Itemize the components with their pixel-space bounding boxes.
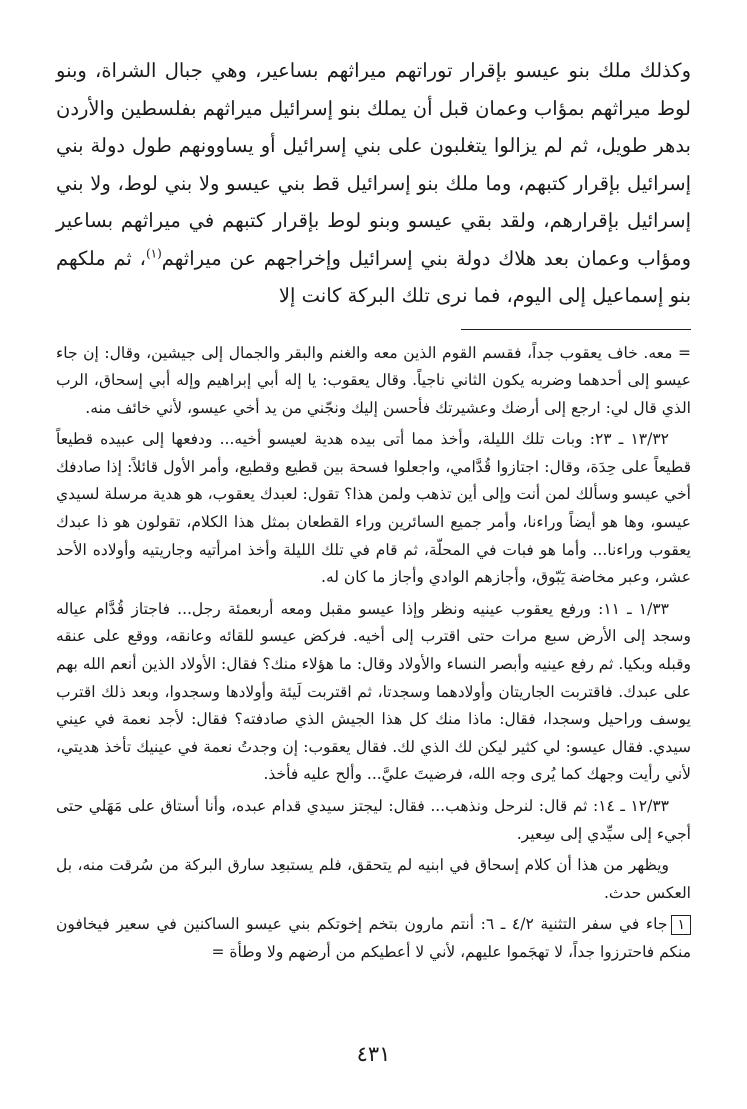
main-text-body: وكذلك ملك بنو عيسو بإقرار توراتهم ميراثهم بساعير، وهي جبال الشراة، وبنو لوط ميراثهم بمؤاب وعمان قبل أن يملك بنو إسرائيل ميراثهم بفلسطين والأردن بدهر طويل، ثم لم يزالوا يتغلبون على بني إسرائيل أو يساوونهم طول دولة بني إسرائيل بإقرار كتبهم، وما ملك بنو إسرائيل قط بني عيسو ولا بني لوط، ولا بني إسرائيل بإقرارهم، ولقد بقي عيسو وبنو لوط بإقرار كتبهم في ميراثهم بساعير ومؤاب وعمان بعد هلاك دولة بني إسرائيل وإخراجهم عن ميراثهم — [56, 59, 692, 270]
footnote-number-box: ١ — [671, 915, 691, 935]
footnote-reference: (١) — [145, 246, 162, 260]
page-number: ٤٣١ — [356, 1042, 391, 1066]
footnote-separator — [461, 329, 691, 330]
footnote-quote-33a: ١/٣٣ ـ ١١: ورفع يعقوب عينيه ونظر وإذا عيسو مقبل ومعه أربعمئة رجل... فاجتاز قُدَّام عياله وسجد إلى الأرض سبع مرات حتى اقترب إلى أخيه. فركض عيسو للقائه وعانقه، ووقع على عنقه وقبله وبكيا. ثم رفع عينيه وأبصر النساء والأولاد وقال: ما هؤلاء منك؟ فقال: الأولاد الذين أنعم الله بهم على عبدك. فاقتربت الجاريتان وأولادهما وسجدتا، ثم اقتربت لَيئة وأولادها وسجدوا، وبعد ذلك اقترب يوسف وراحيل وسجدا، فقال: ماذا منك كل هذا الجيش الذي صادفته؟ فقال: لأجد نعمة في عيني سيدي. فقال عيسو: لي كثير ليكن لك الذي لك. فقال يعقوب: إن وجدتُ نعمة في عينيك تأخذ هديتي، لأني رأيت وجهك كما يُرى وجه الله، فرضيتَ عليَّ... وألح عليه فأخذ. — [56, 599, 691, 784]
footnote-1-text: جاء في سفر التثنية ٤/٢ ـ ٦: أنتم مارون بتخم إخوتكم بني عيسو الساكنين في سعير فيخافون منكم فاحترزوا جداً، لا تهجَموا عليهم، لأني لا أعطيكم من أرضهم ولا وطأة = — [56, 915, 691, 961]
footnote-1 — [56, 911, 691, 966]
footnote-quote-32: ١٣/٣٢ ـ ٢٣: وبات تلك الليلة، وأخذ مما أتى بيده هدية لعيسو أخيه... ودفعها إلى عبيده قطيعاً قطيعاً على حِدَة، وقال: اجتازوا قُدَّامي، واجعلوا فسحة بين قطيع وقطيع، وأمر الأول قائلاً: إذا صادفك أخي عيسو وسألك لمن أنت وإلى أين تذهب ولمن هذا؟ تقول: لعبدك يعقوب، هو هدية مرسلة لسيدي عيسو، وها هو أيضاً وراءنا، وأمر جميع السائرين وراء القطعان بمثل هذا الكلام، تقولون هو ذا عبدك يعقوب وراءنا... وأما هو فبات في المحلّة، ثم قام في تلك الليلة وأخذ امرأتيه وجاريتيه وأولاده الأحد عشر، وعبر مخاضة يَبّوق، وأجازهم الوادي وأجاز ما كان له. — [56, 430, 691, 587]
footnotes-section — [56, 340, 691, 967]
footnote-continuation: = معه. خاف يعقوب جداً، فقسم القوم الذين معه والغنم والبقر والجمال إلى جيشين، وقال: إن جاء عيسو إلى أحدهما وضربه يكون الثاني ناجياً. وقال يعقوب: يا إله أبي إبراهيم وإله أبي إسحاق، الرب الذي قال لي: ارجع إلى أرضك وعشيرتك فأحسن إليك ونجّني من يد أخي عيسو، لأني خائف منه. — [56, 343, 691, 417]
footnote-quote-33b: ١٢/٣٣ ـ ١٤: ثم قال: لنرحل ونذهب... فقال: ليجتز سيدي قدام عبده، وأنا أستاق على مَهَلي حتى أجيء إلى سيِّدي إلى سِعير. — [56, 797, 691, 843]
main-text-end: ، ثم ملكهم بنو إسماعيل إلى اليوم، فما نرى تلك البركة كانت إلا — [56, 246, 691, 307]
footnote-commentary: ويظهر من هذا أن كلام إسحاق في ابنيه لم يتحقق، فلم يستبعِد سارق البركة من سُرقت منه، بل العكس حدث. — [56, 856, 691, 902]
main-paragraph — [56, 52, 691, 315]
